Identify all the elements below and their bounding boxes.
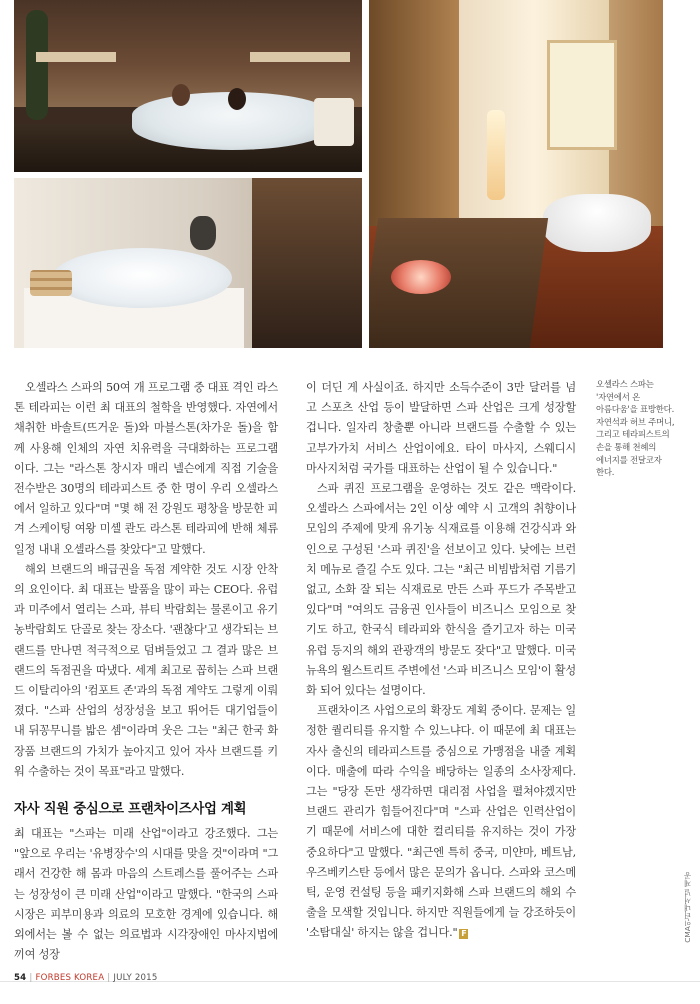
page-number: 54 [14, 973, 27, 983]
caption-line: 그리고 테라피스트의 [596, 429, 670, 440]
article-paragraph: 오셀라스 스파의 50여 개 프로그램 중 대표 격인 라스톤 테라피는 이런 최 대표의 철학을 반영했다. 자연에서 채취한 바솔트(뜨거운 돌)와 마블스톤(차가운 돌)을 함께 사용해 인체의 자연 치유력을 극대화하는 프로그램이다. 그는 "라스톤 창시자 매리 넬슨에게 직접 기술을 전수받은 30명의 테라피스트 중 한 명이 우리 오셀라스에서 일하고 있다"며 "몇 해 전 강원도 평창을 방문한 피겨 스케이팅 여왕 미셸 콴도 라스톤 테라피에 반해 체류 일정 내내 오셀라스를 찾았다"고 말했다. [14, 381, 278, 556]
caption-line: 에너지를 전달코자 [596, 454, 662, 465]
article-column-middle [306, 378, 576, 944]
photo-bath [14, 178, 362, 348]
forbes-end-mark-icon: F [461, 929, 467, 939]
section-subheading: 자사 직원 중심으로 프랜차이즈사업 계획 [14, 802, 247, 818]
article-paragraph: 최 대표는 "스파는 미래 산업"이라고 강조했다. 그는 "앞으로 우리는 '유병장수'의 시대를 맞을 것"이라며 "그래서 건강한 해 몸과 마음의 스트레스를 풀어주는 스파는 성장성이 큰 미래 산업"이라고 말했다. "한국의 스파 시장은 피부미용과 의료의 모호한 경계에 있습니다. 해외에서는 볼 수 없는 의료법과 시각장애인 마사지법에 끼여 성장 [14, 827, 278, 962]
page-footer [14, 973, 158, 983]
footer-separator: | [107, 973, 111, 983]
article-paragraph: 이 더딘 게 사실이죠. 하지만 소득수준이 3만 달러를 넘고 스포츠 산업 등이 발달하면 스파 산업은 크게 성장할 겁니다. 일자리 창출뿐 아니라 브랜드를 수출할 수 있는 고부가가치 서비스 산업이에요. 타이 마사지, 스웨디시 마사지처럼 국가를 대표하는 산업이 될 수 있습니다." [306, 381, 576, 475]
caption-line: 한다. [596, 467, 615, 478]
footer-separator: | [29, 973, 33, 983]
magazine-name: FORBES KOREA [35, 973, 105, 983]
caption-line: 아름다움'을 표방한다. [596, 404, 675, 415]
article-paragraph-last [306, 701, 576, 943]
article-paragraph-text: 프랜차이즈 사업으로의 확장도 계획 중이다. 문제는 일정한 퀄리티를 유지할 수 있느냐다. 이 때문에 최 대표는 자사 출신의 테라피스트를 중심으로 가맹점을 내줄 계획이다. 매출에 따라 수익을 배당하는 일종의 소사장제다. 그는 "당장 돈만 생각하면 대리점 사업을 펼쳐야겠지만 브랜드 관리가 힘들어진다"며 "스파 산업은 인력산업이기 때문에 서비스에 대한 컬리티를 유지하는 것이 가장 중요하다"고 말했다. "최근엔 특히 중국, 미얀마, 베트남, 우즈베키스탄 등에서 많은 문의가 옵니다. 스파와 코스메틱, 운영 컨설팅 등을 패키지화해 스파 브랜드의 해외 수출을 모색할 것입니다. 하지만 직원들에게 늘 강조하듯이 '소탐대실' 하지는 않을 겁니다." [306, 704, 576, 940]
photo-caption [596, 378, 692, 479]
article-paragraph: 해외 브랜드의 배급권을 독점 계약한 것도 시장 안착의 요인이다. 최 대표는 발품을 많이 파는 CEO다. 유럽과 미주에서 열리는 스파, 뷰티 박람회는 물론이고 유기농박람회도 단골로 찾는 장소다. '괜찮다'고 생각되는 브랜드를 만나면 적극적으로 덤벼들었고 그 결과 많은 브랜드의 독점권을 따냈다. 세계 최고로 꼽히는 스파 브랜드 이탈리아의 '컴포트 존'과의 독점 계약도 그렇게 이뤄졌다. "스파 산업의 성장성을 보고 뛰어든 대기업들이 내 뒤꽁무니를 밟은 셈"이라며 웃은 그는 "최근 한국 화장품 브랜드의 가치가 높아지고 있어 자사 브랜드를 키워 수출하는 것이 목표"라고 말했다. [14, 562, 278, 778]
photo-room [369, 0, 663, 348]
caption-line: 오셀라스 스파는 [596, 379, 654, 389]
caption-line: 손을 통해 천혜의 [596, 441, 657, 452]
photo-jacuzzi [14, 0, 362, 172]
article-paragraph: 스파 퀴진 프로그램을 운영하는 것도 같은 맥락이다. 오셀라스 스파에서는 2인 이상 예약 시 고객의 취향이나 모임의 주제에 맞게 유기농 식재료를 이용해 건강식과 와인으로 구성된 '스파 퀴진'을 선보이고 있다. 낮에는 브런치 메뉴로 즐길 수도 있다. 그는 "최근 비빔밥처럼 기름기 없고, 소화 잘 되는 식재료로 만든 스파 푸드가 주목받고 있다"며 "여의도 금융권 인사들이 비즈니스 모임으로 찾기도 하고, 한국식 테라피와 한식을 즐기고자 하는 미국 유럽 등지의 해외 관광객의 방문도 잦다"고 말했다. 미국 뉴욕의 월스트리트 주변에선 '스파 비즈니스 모임'이 활성화 되어 있다는 설명이다. [306, 482, 576, 698]
issue-date: JULY 2015 [113, 973, 158, 983]
caption-line: 자연석과 허브 주머니, [596, 416, 675, 427]
photo-credit: CMA인터내셔널 제공 [683, 872, 692, 943]
article-column-left [14, 378, 278, 965]
caption-line: '자연에서 온 [596, 391, 641, 402]
